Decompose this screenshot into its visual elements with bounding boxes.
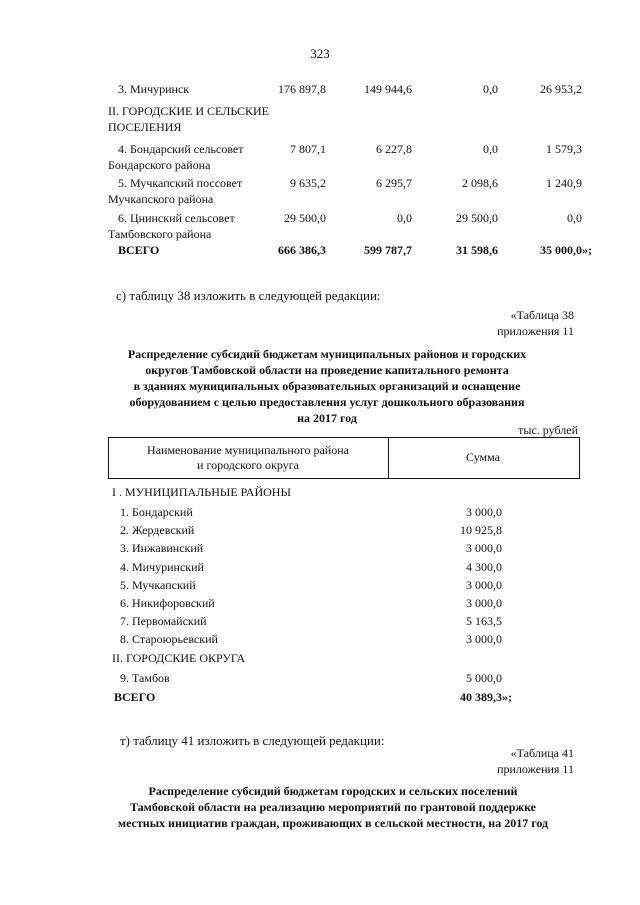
title-line: округов Тамбовской области на проведение капитального ремонта	[145, 363, 509, 377]
cell-value: 149 944,6	[364, 82, 412, 96]
cell-value: 7 807,1	[290, 142, 326, 156]
cell-value: 0,0	[397, 211, 412, 225]
total-label: ВСЕГО	[114, 690, 156, 704]
district-name: 9. Тамбов	[120, 671, 170, 685]
table-38-ref-line2: приложения 11	[497, 324, 574, 338]
header-col1-line2: и городского округа	[197, 458, 299, 472]
header-col2: Сумма	[466, 450, 500, 464]
row-name: Мучкапского района	[108, 192, 214, 206]
title-line: Тамбовской области на реализацию мероприятий по грантовой поддержке	[129, 800, 537, 814]
district-value: 3 000,0	[466, 505, 502, 519]
title-line: в зданиях муниципальных образовательных организаций и оснащение	[133, 379, 521, 393]
title-line: Распределение субсидий бюджетам муниципальных районов и городских	[127, 347, 527, 361]
total-value: 40 389,3»;	[460, 690, 512, 704]
header-col1-line1: Наименование муниципального района	[147, 443, 349, 457]
section-heading: II. ГОРОДСКИЕ ОКРУГА	[112, 651, 246, 665]
row-name: 4. Бондарский сельсовет	[118, 142, 244, 156]
cell-value: 1 240,9	[546, 176, 582, 190]
district-value: 4 300,0	[466, 559, 502, 574]
cell-value: 2 098,6	[462, 176, 498, 190]
district-name: 8. Староюрьевский	[120, 632, 218, 647]
row-name: 3. Мичуринск	[118, 82, 190, 96]
cell-value: 29 500,0	[284, 211, 326, 225]
cell-value: 6 227,8	[376, 142, 412, 156]
district-value: 5 163,5	[466, 614, 502, 629]
district-value: 3 000,0	[466, 632, 502, 647]
district-name: 1. Бондарский	[120, 505, 193, 519]
section-heading: I . МУНИЦИПАЛЬНЫЕ РАЙОНЫ	[112, 485, 291, 499]
section-t-intro: т) таблицу 41 изложить в следующей редакции:	[120, 733, 385, 748]
district-value: 10 925,8	[460, 523, 502, 538]
district-value: 5 000,0	[466, 671, 502, 685]
cell-value: 26 953,2	[540, 82, 582, 96]
total-value: 31 598,6	[456, 243, 498, 257]
total-value: 666 386,3	[278, 243, 326, 257]
title-line: местных инициатив граждан, проживающих в сельской местности, на 2017 год	[117, 816, 549, 830]
section-c-intro: с) таблицу 38 изложить в следующей редакции:	[116, 288, 381, 303]
table-38-ref-line1: «Таблица 38	[510, 308, 574, 322]
total-value: 35 000,0»;	[540, 243, 592, 257]
units-label: тыс. рублей	[518, 423, 578, 437]
total-label: ВСЕГО	[118, 243, 160, 257]
title-line: на 2017 год	[297, 411, 357, 425]
cell-value: 29 500,0	[456, 211, 498, 225]
cell-value: 0,0	[483, 142, 498, 156]
cell-value: 0,0	[567, 211, 582, 225]
cell-value: 0,0	[483, 82, 498, 96]
row-name: Тамбовского района	[108, 227, 212, 241]
cell-value: 9 635,2	[290, 176, 326, 190]
district-name: 7. Первомайский	[120, 614, 207, 629]
district-name: 6. Никифоровский	[120, 596, 215, 610]
district-name: 4. Мичуринский	[120, 559, 204, 574]
title-line: Распределение субсидий бюджетам городских и сельских поселений	[148, 784, 518, 798]
table-41-ref-line2: приложения 11	[497, 762, 574, 776]
title-line: оборудованием с целью предоставления услуг дошкольного образования	[129, 395, 525, 409]
cell-value: 6 295,7	[376, 176, 412, 190]
district-value: 3 000,0	[466, 577, 502, 592]
district-value: 3 000,0	[466, 596, 502, 610]
district-name: 3. Инжавинский	[120, 541, 204, 556]
total-value: 599 787,7	[364, 243, 412, 257]
district-name: 2. Жердевский	[120, 523, 195, 538]
district-value: 3 000,0	[466, 541, 502, 556]
cell-value: 1 579,3	[546, 142, 582, 156]
row-name: 6. Цнинский сельсовет	[118, 211, 235, 225]
cell-value: 176 897,8	[278, 82, 326, 96]
district-name: 5. Мучкапский	[120, 577, 196, 592]
page-number: 323	[310, 46, 330, 61]
table-41-ref-line1: «Таблица 41	[510, 746, 574, 760]
row-name: Бондарского района	[108, 158, 211, 172]
row-name: 5. Мучкапский поссовет	[118, 176, 243, 190]
row-name: ПОСЕЛЕНИЯ	[108, 120, 182, 134]
row-name: II. ГОРОДСКИЕ И СЕЛЬСКИЕ	[108, 104, 269, 118]
